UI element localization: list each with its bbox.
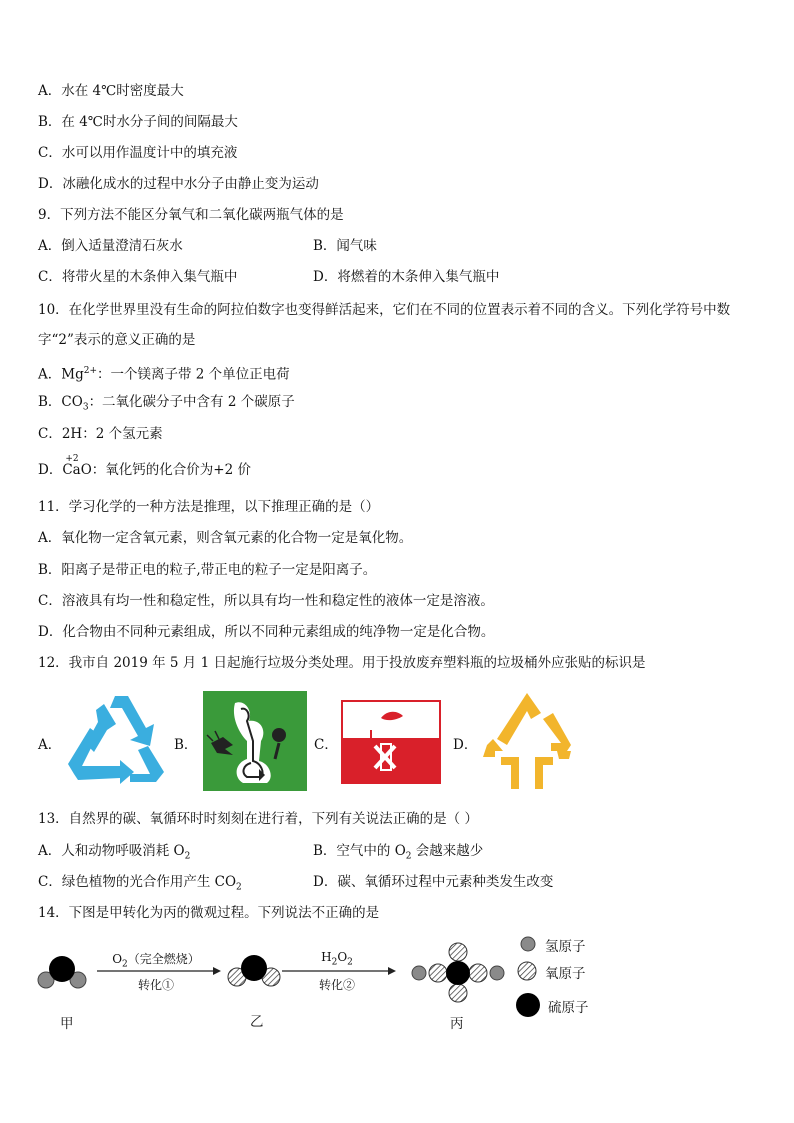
recyclable-icon [60,690,170,790]
q13-c-subscript: 2 [236,882,242,893]
q10-d-ca: Ca [62,462,81,478]
q12-option-a-label: A． [38,737,62,753]
arrow-1-bottom-label: 转化① [137,978,174,992]
q11-option-a: A．氧化物一定含氧元素，则含氧元素的化合物一定是氧化物。 [38,530,413,546]
q13-option-b [313,842,483,866]
q13-a-text: A．人和动物呼吸消耗 O [38,843,185,859]
q10-stem-line1: 10．在化学世界里没有生命的阿拉伯数字也变得鲜活起来，它们在不同的位置表示着不同的含义。下列化学符号中数 [38,302,731,318]
legend-sulfur-label: 硫原子 [548,1000,589,1016]
q10-b-prefix: B． [38,394,62,410]
q10-a-charge: 2+ [83,366,97,376]
q10-d-prefix: D． [38,462,63,478]
molecule-yi [228,955,280,986]
q13-option-d: D．碳、氧循环过程中元素种类发生改变 [313,874,554,890]
q9-stem: 9．下列方法不能区分氧气和二氧化碳两瓶气体的是 [38,207,344,223]
q8-option-c: C．水可以用作温度计中的填充液 [38,145,238,161]
arrow-1-sub: 2 [122,959,128,970]
q14-stem: 14．下图是甲转化为丙的微观过程。下列说法不正确的是 [38,905,380,921]
q13-option-c [38,873,242,897]
legend-oxygen-label: 氧原子 [545,966,586,982]
arrow-2-sub1: 2 [331,957,338,968]
q13-stem: 13．自然界的碳、氧循环时时刻刻在进行着，下列有关说法正确的是（ ） [38,811,478,827]
q9-option-b: B．闻气味 [313,238,377,254]
q10-d-o: O [80,462,92,478]
q10-b-text: ：二氧化碳分子中含有 2 个碳原子 [88,394,295,410]
arrow-1-top-label [102,950,210,969]
q13-b-pre: B．空气中的 O [313,843,406,859]
q9-option-a: A．倒入适量澄清石灰水 [38,238,183,254]
q8-option-b: B．在 4℃时水分子间的间隔最大 [38,114,238,130]
molecule-jia [38,956,86,988]
legend-hydrogen-label: 氢原子 [545,939,586,955]
arrow-2-bottom-label: 转化② [318,978,355,992]
arrow-2-top-label [282,950,392,967]
q10-option-b [38,393,295,417]
q10-a-text: ：一个镁离子带 2 个单位正电荷 [97,366,290,383]
q9-option-c: C．将带火星的木条伸入集气瓶中 [38,269,238,285]
q10-stem-line2: 字“2”表示的意义正确的是 [38,332,196,348]
molecule-bing [412,943,504,1002]
q11-stem: 11．学习化学的一种方法是推理，以下推理正确的是（） [38,499,380,515]
q10-b-subscript: 3 [82,402,89,413]
q11-option-c: C．溶液具有均一性和稳定性，所以具有均一性和稳定性的液体一定是溶液。 [38,593,494,609]
q12-stem: 12．我市自 2019 年 5 月 1 日起施行垃圾分类处理。用于投放废弃塑料瓶的垃圾桶外应张贴的标识是 [38,655,646,671]
q10-d-valence: +2 [65,454,79,464]
q13-option-a [38,842,190,866]
q8-option-d: D．冰融化成水的过程中水分子由静止变为运动 [38,176,319,192]
q10-option-d [38,454,251,479]
legend-oxygen-icon [518,962,536,980]
q13-c-text: C．绿色植物的光合作用产生 CO [38,874,237,890]
q12-option-d-label: D． [453,737,478,753]
q10-a-prefix: A． [38,366,62,383]
q10-option-a [38,362,290,384]
label-jia: 甲 [60,1016,74,1032]
q11-option-d: D．化合物由不同种元素组成，所以不同种元素组成的纯净物一定是化合物。 [38,624,495,640]
q13-b-post: 会越来越少 [411,843,484,859]
q13-a-subscript: 2 [184,851,191,862]
arrow-2-sub2: 2 [347,957,353,968]
q12-option-b-label: B． [174,737,198,753]
q10-d-formula [62,454,92,479]
label-yi: 乙 [250,1014,264,1030]
arrow-1-condition: （完全燃烧） [127,952,200,966]
label-bing: 丙 [450,1016,464,1032]
q12-option-c-label: C． [314,737,338,753]
q10-d-text: ：氧化钙的化合价为+2 价 [91,462,251,478]
q8-option-a: A．水在 4℃时密度最大 [38,83,184,99]
q9-option-d: D．将燃着的木条伸入集气瓶中 [313,269,500,285]
legend-hydrogen-icon [521,937,535,951]
harmful-waste-icon [341,700,441,784]
q10-b-formula: CO [61,394,83,410]
q13-b-subscript: 2 [405,851,412,862]
legend-sulfur-icon [516,993,540,1017]
arrow-2-h: H [321,950,332,964]
arrow-1-o: O [112,952,123,966]
q11-option-b: B．阳离子是带正电的粒子,带正电的粒子一定是阳离子。 [38,562,377,578]
arrow-2-o: O [337,950,348,964]
q10-a-formula: Mg [61,366,84,383]
q10-option-c: C．2H：2 个氢元素 [38,426,163,442]
kitchen-waste-icon [203,691,307,791]
other-waste-icon [481,689,573,793]
